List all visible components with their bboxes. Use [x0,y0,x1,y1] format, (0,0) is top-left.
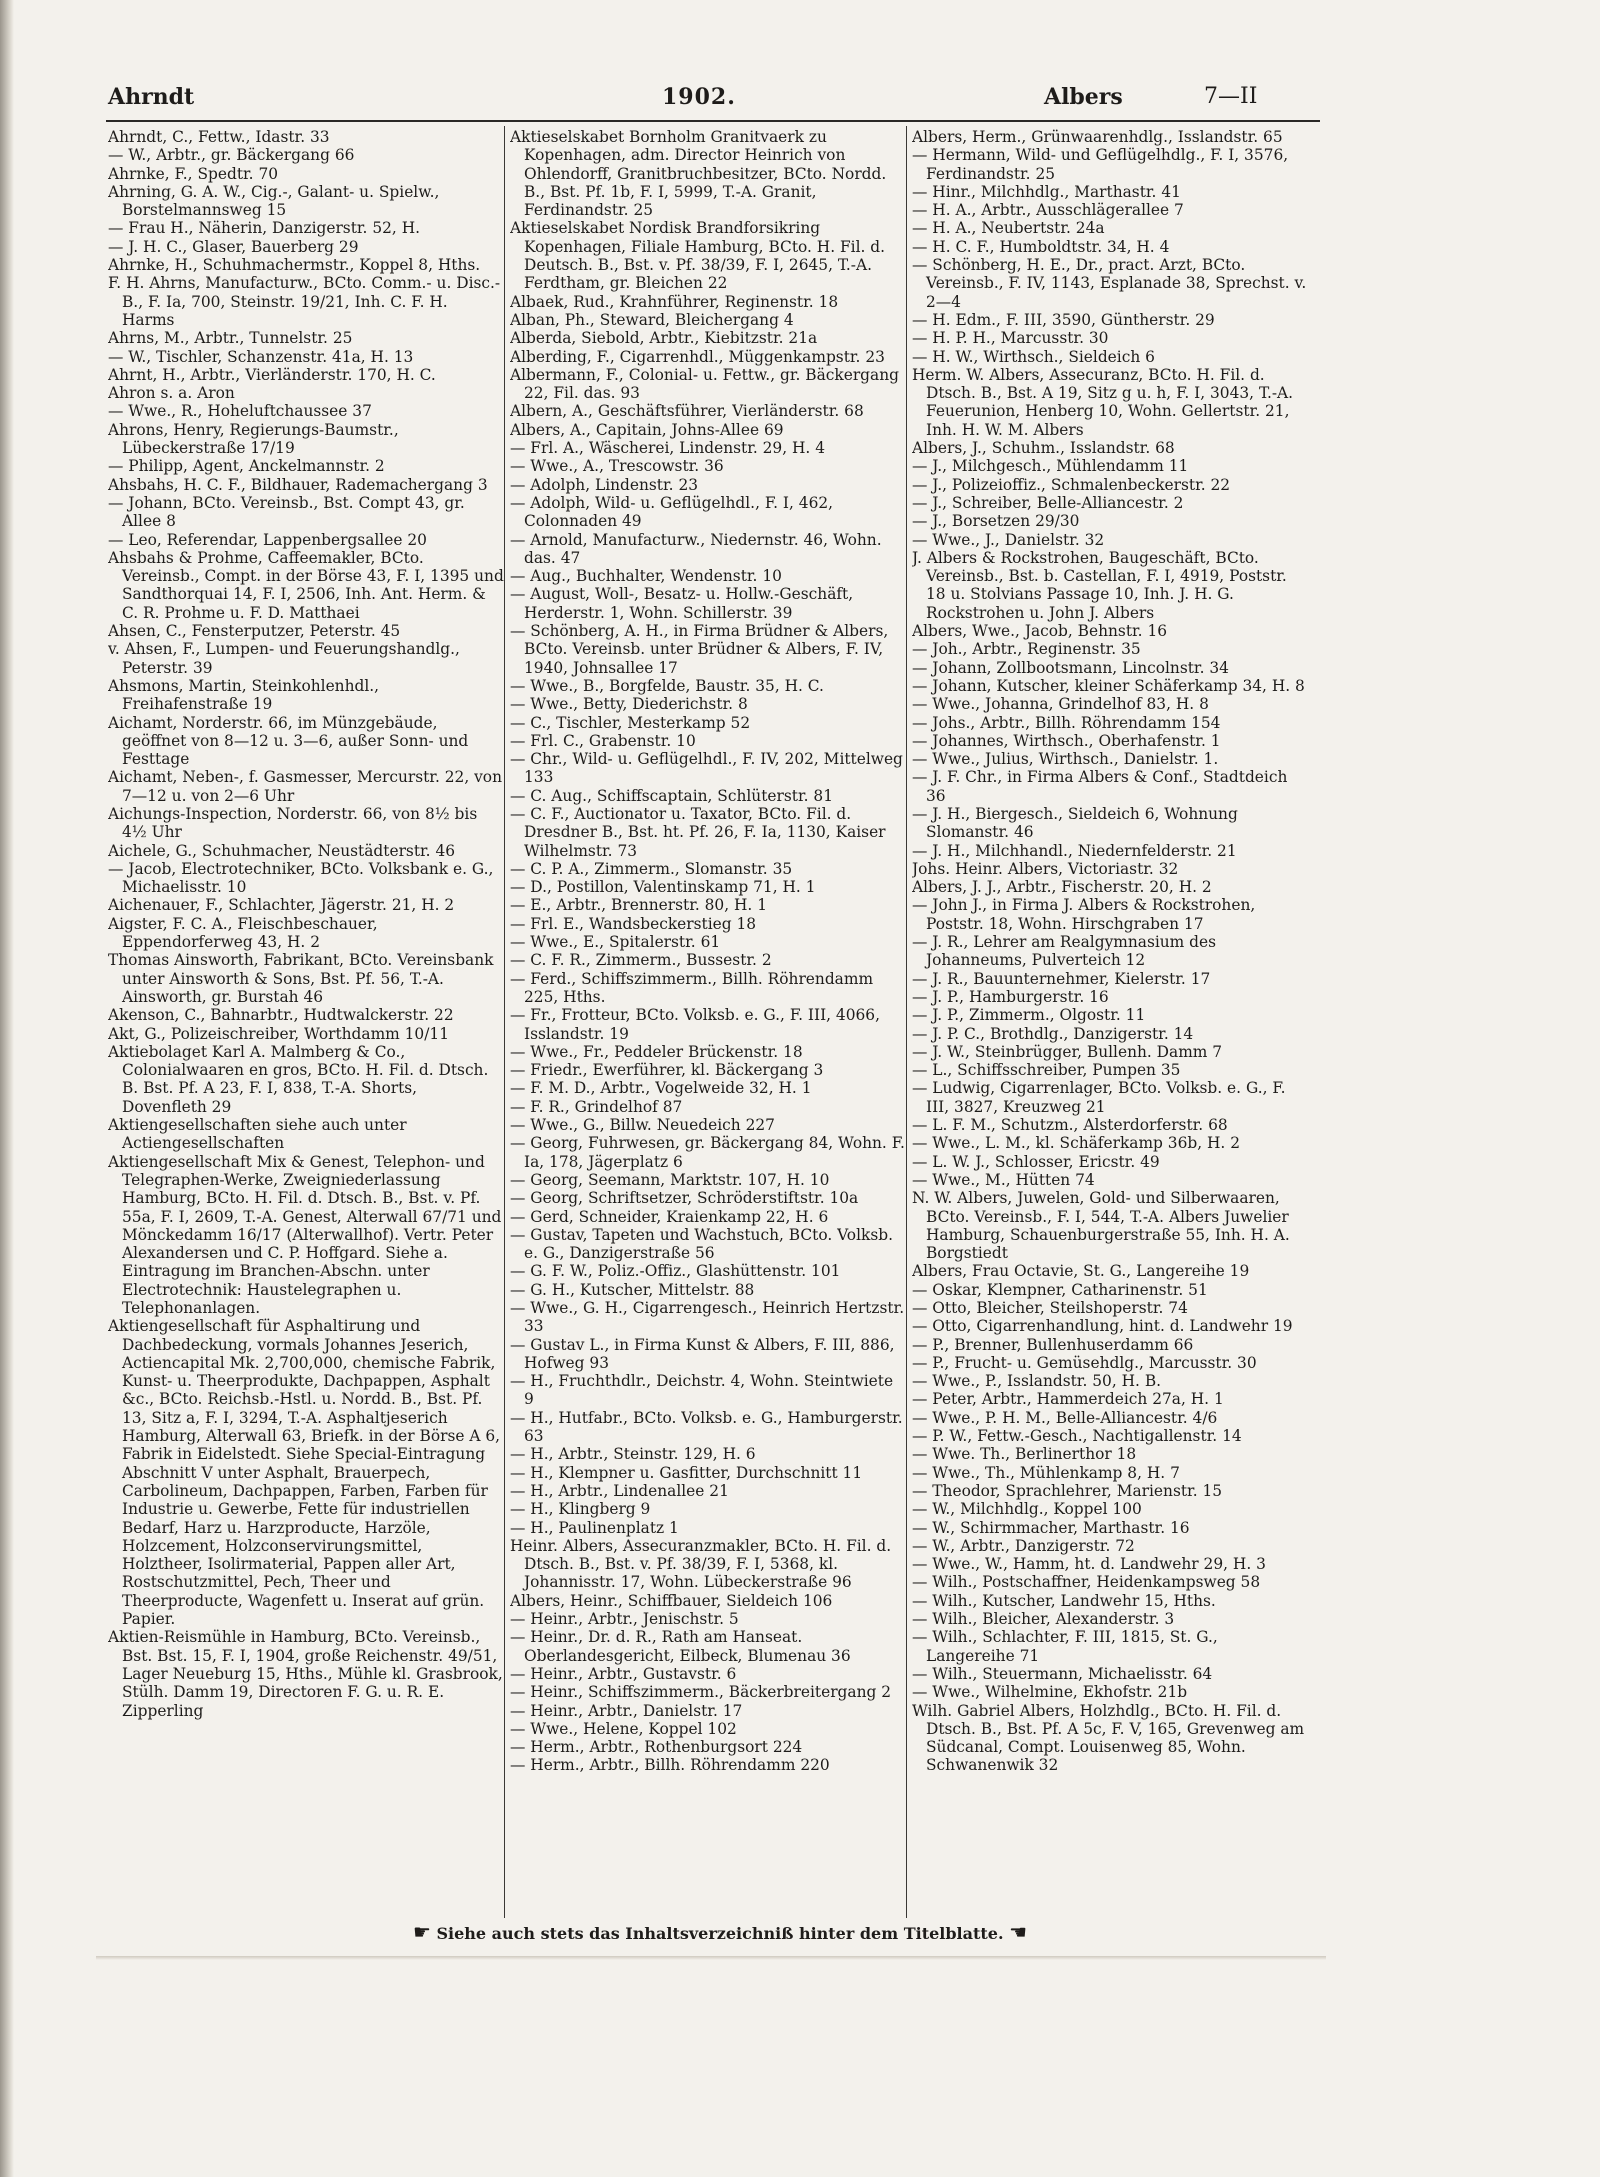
directory-entry: — Ferd., Schiffszimmerm., Billh. Röhrendamm 225, Hths. [510,969,874,1006]
directory-entry: — Johannes, Wirthsch., Oberhafenstr. 1 [912,731,1221,750]
directory-entry: Aigster, F. C. A., Fleischbeschauer, Eppendorferweg 43, H. 2 [108,914,378,952]
header-rule [106,120,1320,122]
page-bottom-shadow [96,1956,1326,1960]
directory-entry: — W., Arbtr., gr. Bäckergang 66 [108,146,355,165]
footer-note [370,1920,1070,1946]
directory-entry: — Wwe., P. H. M., Belle-Alliancestr. 4/6 [912,1408,1218,1427]
directory-entry: — Frau H., Näherin, Danzigerstr. 52, H. [108,219,421,238]
directory-entry: — J. R., Lehrer am Realgymnasium des Johanneums, Pulverteich 12 [912,933,1217,970]
directory-entry: — Wwe. Th., Berlinerthor 18 [912,1445,1137,1464]
directory-entry: — Herm., Arbtr., Billh. Röhrendamm 220 [510,1756,830,1775]
directory-entry: — L., Schiffsschreiber, Pumpen 35 [912,1061,1181,1080]
directory-entry: J. Albers & Rockstrohen, Baugeschäft, BCto. Vereinsb., Bst. b. Castellan, F. I, 4919, Poststr. 18 u. Stolvians Passage 10, Inh. J. H. G. Rockstrohen u. John J. Albers [912,548,1287,622]
directory-entry: — Otto, Bleicher, Steilshoperstr. 74 [912,1299,1188,1317]
directory-entry: Ahsbahs & Prohme, Caffeemakler, BCto. Vereinsb., Compt. in der Börse 43, F. I, 1395 und Sandthorquai 14, F. I, 2506, Inh. Ant. Herm. & C. R. Prohme u. F. D. Matthaei [108,548,504,622]
directory-entry: — Peter, Arbtr., Hammerdeich 27a, H. 1 [912,1390,1224,1409]
directory-entry: — Oskar, Klempner, Catharinenstr. 51 [912,1280,1208,1299]
year: 1902. [662,84,736,110]
directory-entry: Aktiengesellschaft für Asphaltirung und Dachbedeckung, vormals Johannes Jeserich, Actiencapital Mk. 2,700,000, chemische Fabrik, Kunst- u. Theerprodukte, Dachpappen, Asphalt &c., BCto. Reichsb.-Hstl. u. Nordd. B., Bst. Pf. 13, Sitz a, F. I, 3294, T.-A. Asphaltjeserich Hamburg, Alterwall 63, Briefk. in der Börse A 6, Fabrik in Eidelstedt. Siehe Special-Eintragung Abschnitt V unter Asphalt, Brauerpech, Carbolineum, Dachpappen, Farben, Farben für Industrie u. Gewerbe, Fette für industriellen Bedarf, Harz u. Harzproducte, Harzöle, Holzcement, Holzconservirungsmittel, Holztheer, Isolirmaterial, Pappen aller Art, Rostschutzmittel, Pech, Theer und Theerproducte, Wagenfett u. Inserat auf grün. Papier. [108,1317,501,1629]
directory-entry: — Johann, BCto. Vereinsb., Bst. Compt 43, gr. Allee 8 [108,493,465,531]
directory-entry: — Georg, Fuhrwesen, gr. Bäckergang 84, Wohn. F. Ia, 178, Jägerplatz 6 [510,1134,905,1171]
footer-text: Siehe auch stets das Inhaltsverzeichniß hinter dem Titelblatte. [436,1924,1004,1943]
directory-entry: — Wwe., A., Trescowstr. 36 [510,457,724,476]
directory-entry: Albermann, F., Colonial- u. Fettw., gr. Bäckergang 22, Fil. das. 93 [510,365,899,403]
directory-entry: Ahrndt, C., Fettw., Idastr. 33 [108,128,330,146]
directory-entry: — Theodor, Sprachlehrer, Marienstr. 15 [912,1481,1223,1500]
directory-entry: — Otto, Cigarrenhandlung, hint. d. Landwehr 19 [912,1317,1293,1336]
directory-entry: — Schönberg, A. H., in Firma Brüdner & Albers, BCto. Vereinsb. unter Brüdner & Albers, F. IV, 1940, Johnsallee 17 [510,622,889,677]
directory-entry: — J. R., Bauunternehmer, Kielerstr. 17 [912,969,1211,988]
directory-entry: — H., Klempner u. Gasfitter, Durchschnitt 11 [510,1463,863,1482]
directory-entry: — C. Aug., Schiffscaptain, Schlüterstr. 81 [510,786,833,805]
directory-entry: — P., Frucht- u. Gemüsehdlg., Marcusstr. 30 [912,1353,1257,1372]
directory-entry: Akt, G., Polizeischreiber, Worthdamm 10/11 [108,1024,449,1043]
directory-entry: Ahrnke, H., Schuhmachermstr., Koppel 8, Hths. [108,256,481,275]
directory-entry: — Wilh., Bleicher, Alexanderstr. 3 [912,1610,1175,1629]
directory-entry: — Wwe., Betty, Diederichstr. 8 [510,695,748,714]
directory-entry: Ahrnt, H., Arbtr., Vierländerstr. 170, H. C. [108,365,436,384]
directory-entry: Aktiengesellschaften siehe auch unter Actiengesellschaften [108,1116,407,1153]
directory-entry: — Jacob, Electrotechniker, BCto. Volksbank e. G., Michaelisstr. 10 [108,859,494,897]
directory-entry: — Wilh., Steuermann, Michaelisstr. 64 [912,1664,1213,1683]
directory-entry: — Gustav, Tapeten und Wachstuch, BCto. Volksb. e. G., Danzigerstraße 56 [510,1225,893,1263]
directory-entry: — Heinr., Dr. d. R., Rath am Hanseat. Oberlandesgericht, Eilbeck, Blumenau 36 [510,1628,851,1665]
directory-entry: — Wwe., Johanna, Grindelhof 83, H. 8 [912,695,1209,714]
directory-entry: Aichenauer, F., Schlachter, Jägerstr. 21, H. 2 [108,896,455,915]
directory-entry: — Frl. E., Wandsbeckerstieg 18 [510,914,757,933]
directory-entry: — John J., in Firma J. Albers & Rockstrohen, Poststr. 18, Wohn. Hirschgraben 17 [912,896,1256,933]
directory-entry: — Gerd, Schneider, Kraienkamp 22, H. 6 [510,1207,829,1226]
directory-entry: — Wwe., W., Hamm, ht. d. Landwehr 29, H. 3 [912,1555,1266,1574]
directory-entry: Albers, Herm., Grünwaarenhdlg., Isslandstr. 65 [912,128,1283,146]
directory-entry: — J. P., Hamburgerstr. 16 [912,987,1109,1006]
directory-entry: — Herm., Arbtr., Rothenburgsort 224 [510,1738,803,1757]
directory-entry: — Johs., Arbtr., Billh. Röhrendamm 154 [912,713,1221,732]
directory-entry: — Georg, Schriftsetzer, Schröderstiftstr. 10a [510,1189,859,1208]
directory-entry: — Wwe., G. H., Cigarrengesch., Heinrich Hertzstr. 33 [510,1299,905,1336]
directory-entry: Alberding, F., Cigarrenhdl., Müggenkampstr. 23 [510,347,885,366]
directory-entry: — W., Milchhdlg., Koppel 100 [912,1500,1142,1519]
directory-entry: — C. P. A., Zimmerm., Slomanstr. 35 [510,859,793,878]
column-2 [510,128,906,1918]
directory-entry: Aktieselskabet Bornholm Granitvaerk zu Kopenhagen, adm. Director Heinrich von Ohlendorff, Granitbruchbesitzer, BCto. Nordd. B., Bst. Pf. 1b, F. I, 5999, T.-A. Granit, Ferdinandstr. 25 [510,128,887,220]
directory-entry: Ahsbahs, H. C. F., Bildhauer, Rademachergang 3 [108,475,488,494]
directory-entry: — Frl. A., Wäscherei, Lindenstr. 29, H. 4 [510,439,826,458]
directory-entry: — Wwe., P., Isslandstr. 50, H. B. [912,1372,1162,1391]
directory-entry: — Johann, Zollbootsmann, Lincolnstr. 34 [912,658,1229,677]
directory-page [96,78,1326,1978]
directory-entry: Aichamt, Neben-, f. Gasmesser, Mercurstr. 22, von 7—12 u. von 2—6 Uhr [108,768,502,805]
directory-entry: — Johann, Kutscher, kleiner Schäferkamp 34, H. 8 [912,676,1305,695]
directory-entry: Albers, J., Schuhm., Isslandstr. 68 [912,439,1175,458]
directory-entry: — W., Arbtr., Danzigerstr. 72 [912,1536,1135,1555]
directory-entry: — H. Edm., F. III, 3590, Güntherstr. 29 [912,310,1215,329]
directory-entry: Ahron s. a. Aron [108,384,235,403]
directory-entry: — Wwe., B., Borgfelde, Baustr. 35, H. C. [510,676,824,695]
directory-entry: — Adolph, Wild- u. Geflügelhdl., F. I, 462, Colonnaden 49 [510,493,834,531]
directory-entry: — Wwe., Julius, Wirthsch., Danielstr. 1. [912,750,1219,769]
directory-entry: — Hinr., Milchhdlg., Marthastr. 41 [912,182,1181,201]
directory-entry: — H. C. F., Humboldtstr. 34, H. 4 [912,237,1170,256]
directory-entry: — August, Woll-, Besatz- u. Hollw.-Geschäft, Herderstr. 1, Wohn. Schillerstr. 39 [510,585,854,622]
directory-entry: — Philipp, Agent, Anckelmannstr. 2 [108,457,385,476]
directory-entry: Albers, A., Capitain, Johns-Allee 69 [510,420,784,439]
directory-entry: — H., Fruchthdlr., Deichstr. 4, Wohn. Steintwiete 9 [510,1372,894,1409]
directory-entry: Akenson, C., Bahnarbtr., Hudtwalckerstr. 22 [108,1006,454,1025]
directory-entry: — H., Paulinenplatz 1 [510,1518,679,1537]
directory-entry: — J., Polizeioffiz., Schmalenbeckerstr. 22 [912,475,1231,494]
directory-entry: — J. P. C., Brothdlg., Danzigerstr. 14 [912,1024,1194,1043]
directory-entry: — Wwe., Th., Mühlenkamp 8, H. 7 [912,1463,1180,1482]
directory-entry: Ahrns, M., Arbtr., Tunnelstr. 25 [108,329,353,348]
directory-entry: Alban, Ph., Steward, Bleichergang 4 [510,310,794,329]
directory-entry: — J. H. C., Glaser, Bauerberg 29 [108,237,359,256]
directory-entry: — L. W. J., Schlosser, Ericstr. 49 [912,1152,1160,1171]
directory-entry: — Frl. C., Grabenstr. 10 [510,731,696,750]
directory-entry: — F. R., Grindelhof 87 [510,1097,683,1116]
directory-entry: Wilh. Gabriel Albers, Holzhdlg., BCto. H. Fil. d. Dtsch. B., Bst. Pf. A 5c, F. V, 165, Grevenweg am Südcanal, Compt. Louisenweg 85, Wohn. Schwanenwik 32 [912,1701,1305,1775]
pointing-hand-icon: ☚ [1009,1920,1028,1944]
directory-entry: — Wilh., Postschaffner, Heidenkampsweg 58 [912,1573,1261,1592]
directory-entry: — W., Schirmmacher, Marthastr. 16 [912,1518,1190,1537]
directory-entry: — Wwe., J., Danielstr. 32 [912,530,1105,549]
directory-entry: — Leo, Referendar, Lappenbergsallee 20 [108,530,427,549]
left-keyword: Ahrndt [108,84,195,110]
directory-entry: — P., Brenner, Bullenhuserdamm 66 [912,1335,1194,1354]
directory-entry: N. W. Albers, Juwelen, Gold- und Silberwaaren, BCto. Vereinsb., F. I, 544, T.-A. Albers Juwelier Hamburg, Schauenburgerstraße 55, Inh. H. A. Borgstiedt [912,1189,1290,1263]
pointing-hand-icon: ☛ [412,1920,431,1944]
directory-entry: — H. P. H., Marcusstr. 30 [912,329,1109,348]
directory-entry: — Heinr., Arbtr., Gustavstr. 6 [510,1664,737,1683]
page-header [96,78,1326,118]
directory-entry: — Ludwig, Cigarrenlager, BCto. Volksb. e. G., F. III, 3827, Kreuzweg 21 [912,1079,1286,1116]
directory-entry: Alberda, Siebold, Arbtr., Kiebitzstr. 21a [510,329,818,348]
directory-entry: — Wwe., G., Billw. Neuedeich 227 [510,1116,775,1135]
directory-entry: — Heinr., Arbtr., Danielstr. 17 [510,1701,743,1720]
directory-entry: Aktiengesellschaft Mix & Genest, Telephon- und Telegraphen-Werke, Zweigniederlassung Hamburg, BCto. H. Fil. d. Dtsch. B., Bst. v. Pf. 55a, F. I, 2609, T.-A. Genest, Alterwall 67/71 und Mönckedamm 16/17 (Alterwallhof). Vertr. Peter Alexandersen und C. P. Hoffgard. Siehe a. Eintragung im Branchen-Abschn. unter Electrotechnik: Haustelegraphen u. Telephonanlagen. [108,1152,502,1317]
directory-entry: — Friedr., Ewerführer, kl. Bäckergang 3 [510,1061,824,1080]
directory-entry: — Wwe., Fr., Peddeler Brückenstr. 18 [510,1042,803,1061]
directory-entry: — J. P., Zimmerm., Olgostr. 11 [912,1006,1146,1025]
directory-entry: — Gustav L., in Firma Kunst & Albers, F. III, 886, Hofweg 93 [510,1335,895,1372]
directory-entry: — Wwe., M., Hütten 74 [912,1170,1095,1189]
directory-entry: — Fr., Frotteur, BCto. Volksb. e. G., F. III, 4066, Isslandstr. 19 [510,1006,880,1043]
directory-entry: — P. W., Fettw.-Gesch., Nachtigallenstr. 14 [912,1427,1242,1446]
directory-entry: — L. F. M., Schutzm., Alsterdorferstr. 68 [912,1116,1228,1135]
directory-entry: Aktiebolaget Karl A. Malmberg & Co., Colonialwaaren en gros, BCto. H. Fil. d. Dtsch. B. Bst. Pf. A 23, F. I, 838, T.-A. Shorts, Dovenfleth 29 [108,1042,489,1116]
directory-entry: — Hermann, Wild- und Geflügelhdlg., F. I, 3576, Ferdinandstr. 25 [912,146,1289,183]
directory-entry: Albers, Frau Octavie, St. G., Langereihe 19 [912,1262,1250,1281]
directory-entry: Albers, Wwe., Jacob, Behnstr. 16 [912,622,1168,641]
column-divider [504,126,505,1918]
directory-entry: — Wwe., E., Spitalerstr. 61 [510,933,721,952]
directory-entry: — Wwe., Wilhelmine, Ekhofstr. 21b [912,1683,1188,1702]
directory-entry: — H., Arbtr., Steinstr. 129, H. 6 [510,1445,756,1464]
directory-entry: Herm. W. Albers, Assecuranz, BCto. H. Fil. d. Dtsch. B., Bst. A 19, Sitz g u. h, F. I, 3043, T.-A. Feuerunion, Henberg 10, Wohn. Gellertstr. 21, Inh. H. W. M. Albers [912,365,1294,439]
directory-entry: — H., Arbtr., Lindenallee 21 [510,1481,729,1500]
directory-entry: — J. H., Milchhandl., Niedernfelderstr. 21 [912,841,1237,860]
directory-entry: Johs. Heinr. Albers, Victoriastr. 32 [912,859,1179,878]
directory-entry: — Wilh., Schlachter, F. III, 1815, St. G., Langereihe 71 [912,1628,1218,1665]
directory-entry: Albers, Heinr., Schiffbauer, Sieldeich 106 [510,1591,833,1610]
directory-entry: Albers, J. J., Arbtr., Fischerstr. 20, H. 2 [912,878,1212,897]
directory-entry: Aktieselskabet Nordisk Brandforsikring Kopenhagen, Filiale Hamburg, BCto. H. Fil. d. Deutsch. B., Bst. v. Pf. 38/39, F. I, 2645, T.-A. Ferdtham, gr. Bleichen 22 [510,219,886,293]
directory-entry: — Heinr., Arbtr., Jenischstr. 5 [510,1610,739,1629]
directory-entry: — J., Borsetzen 29/30 [912,512,1080,531]
directory-entry: Albern, A., Geschäftsführer, Vierländerstr. 68 [510,402,864,421]
directory-entry: Aichele, G., Schuhmacher, Neustädterstr. 46 [108,841,456,860]
directory-entry: Ahrnke, F., Spedtr. 70 [108,164,279,183]
column-3 [912,128,1308,1918]
directory-entry: Ahsen, C., Fensterputzer, Peterstr. 45 [108,622,401,641]
directory-entry: — Aug., Buchhalter, Wendenstr. 10 [510,567,782,586]
directory-entry: — Wwe., L. M., kl. Schäferkamp 36b, H. 2 [912,1134,1241,1153]
directory-entry: — W., Tischler, Schanzenstr. 41a, H. 13 [108,347,414,366]
directory-entry: — D., Postillon, Valentinskamp 71, H. 1 [510,878,816,897]
directory-entry: — E., Arbtr., Brennerstr. 80, H. 1 [510,896,768,915]
directory-entry: — H. A., Arbtr., Ausschlägerallee 7 [912,201,1184,220]
directory-entry: — J. W., Steinbrügger, Bullenh. Damm 7 [912,1042,1223,1061]
directory-entry: v. Ahsen, F., Lumpen- und Feuerungshandlg., Peterstr. 39 [108,640,460,677]
directory-entry: Heinr. Albers, Assecuranzmakler, BCto. H. Fil. d. Dtsch. B., Bst. v. Pf. 38/39, F. I, 5368, kl. Johannisstr. 17, Wohn. Lübeckerstraße 96 [510,1536,892,1592]
column-1 [108,128,504,1918]
directory-entry: — H., Klingberg 9 [510,1500,651,1519]
directory-entry: — Georg, Seemann, Marktstr. 107, H. 10 [510,1170,830,1189]
directory-entry: — C. F., Auctionator u. Taxator, BCto. Fil. d. Dresdner B., Bst. ht. Pf. 26, F. Ia, 1130, Kaiser Wilhelmstr. 73 [510,804,886,860]
directory-entry: — Heinr., Schiffszimmerm., Bäckerbreitergang 2 [510,1683,892,1702]
scan-edge [0,0,14,2177]
directory-entry: — G. F. W., Poliz.-Offiz., Glashüttenstr. 101 [510,1262,841,1281]
directory-entry: — Chr., Wild- u. Geflügelhdl., F. IV, 202, Mittelweg 133 [510,750,903,787]
directory-entry: Aktien-Reismühle in Hamburg, BCto. Vereinsb., Bst. Bst. 15, F. I, 1904, große Reichenstr. 49/51, Lager Neueburg 15, Hths., Mühle kl. Grasbrook, Stülh. Damm 19, Directoren F. G. u. R. E. Zipperling [108,1628,503,1720]
directory-entry: Aichamt, Norderstr. 66, im Münzgebäude, geöffnet von 8—12 u. 3—6, außer Sonn- und Festtage [108,713,469,769]
directory-entry: Ahrning, G. A. W., Cig.-, Galant- u. Spielw., Borstelmannsweg 15 [108,182,440,220]
directory-entry: F. H. Ahrns, Manufacturw., BCto. Comm.- u. Disc.-B., F. Ia, 700, Steinstr. 19/21, Inh. C. F. H. Harms [108,274,501,329]
directory-entry: — Wwe., Helene, Koppel 102 [510,1719,737,1738]
column-divider [906,126,907,1918]
directory-entry: — Adolph, Lindenstr. 23 [510,475,699,494]
directory-entry: — C. F. R., Zimmerm., Bussestr. 2 [510,951,772,970]
directory-entry: Thomas Ainsworth, Fabrikant, BCto. Vereinsbank unter Ainsworth & Sons, Bst. Pf. 56, T.-A. Ainsworth, gr. Burstah 46 [108,951,494,1006]
right-keyword: Albers [1044,84,1123,110]
directory-entry: — Wwe., R., Hoheluftchaussee 37 [108,402,372,421]
directory-entry: — J., Milchgesch., Mühlendamm 11 [912,457,1189,476]
directory-entry: — C., Tischler, Mesterkamp 52 [510,713,751,732]
directory-entry: — F. M. D., Arbtr., Vogelweide 32, H. 1 [510,1079,812,1098]
directory-entry: — Schönberg, H. E., Dr., pract. Arzt, BCto. Vereinsb., F. IV, 1143, Esplanade 38, Sprechst. v. 2—4 [912,256,1307,311]
directory-entry: — H. A., Neubertstr. 24a [912,219,1105,238]
directory-entry: — H., Hutfabr., BCto. Volksb. e. G., Hamburgerstr. 63 [510,1408,903,1446]
directory-entry: Aichungs-Inspection, Norderstr. 66, von 8½ bis 4½ Uhr [108,804,478,842]
directory-entry: Ahrons, Henry, Regierungs-Baumstr., Lübeckerstraße 17/19 [108,420,399,458]
directory-entry: — Joh., Arbtr., Reginenstr. 35 [912,640,1141,659]
directory-entry: — Wilh., Kutscher, Landwehr 15, Hths. [912,1591,1216,1610]
directory-entry: — H. W., Wirthsch., Sieldeich 6 [912,347,1155,366]
directory-entry: — Arnold, Manufacturw., Niedernstr. 46, Wohn. das. 47 [510,530,882,567]
directory-entry: Albaek, Rud., Krahnführer, Reginenstr. 18 [510,292,839,311]
directory-entry: — J., Schreiber, Belle-Alliancestr. 2 [912,493,1184,512]
page-number: 7—II [1204,84,1258,109]
directory-entry: Ahsmons, Martin, Steinkohlenhdl., Freihafenstraße 19 [108,676,380,714]
directory-entry: — J. H., Biergesch., Sieldeich 6, Wohnung Slomanstr. 46 [912,804,1238,842]
directory-entry: — J. F. Chr., in Firma Albers & Conf., Stadtdeich 36 [912,768,1288,805]
directory-entry: — G. H., Kutscher, Mittelstr. 88 [510,1280,755,1299]
